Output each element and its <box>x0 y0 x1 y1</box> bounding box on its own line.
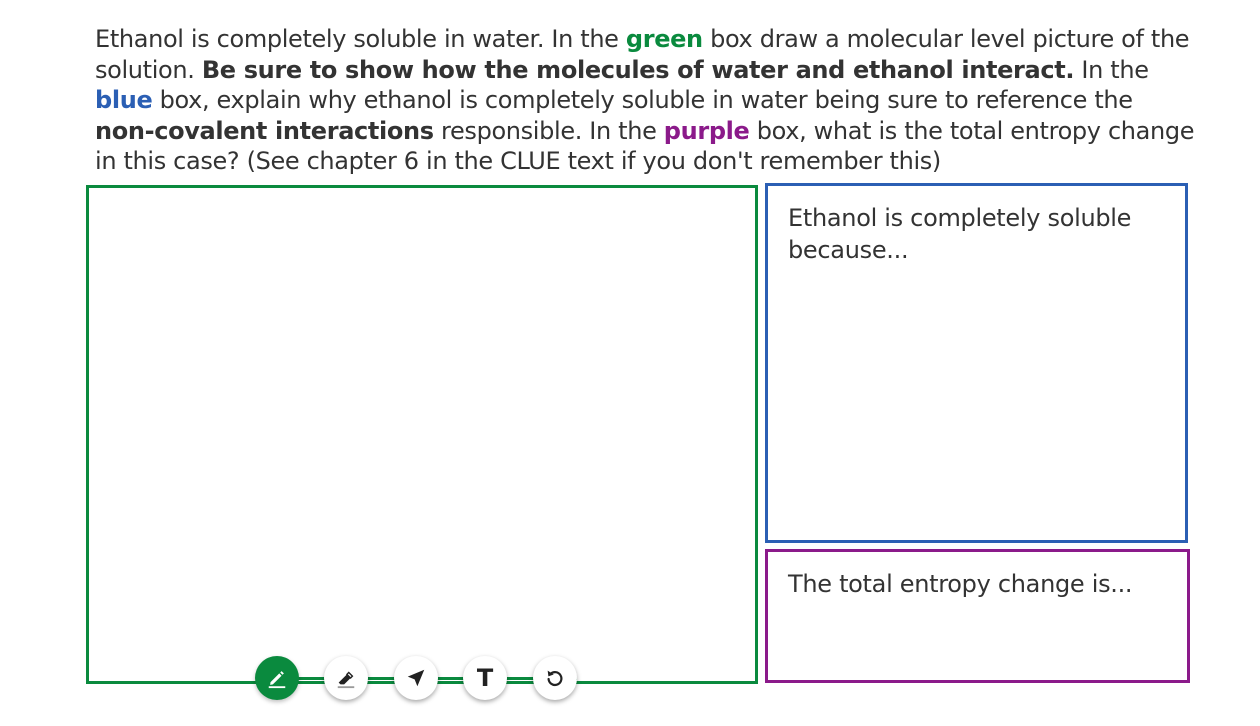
purple-keyword: purple <box>663 116 750 145</box>
instructions-part-2: box draw a molecular level picture of the solution. <box>95 25 1190 84</box>
eraser-icon <box>335 667 357 689</box>
pencil-tool-button[interactable] <box>255 656 299 700</box>
instructions-part-3: In the <box>1074 55 1149 84</box>
explanation-text: Ethanol is completely soluble because... <box>788 204 1132 264</box>
instructions-part-1: Ethanol is completely soluble in water. In the <box>95 25 626 53</box>
undo-tool-button[interactable] <box>533 656 577 700</box>
green-keyword: green <box>625 25 703 53</box>
entropy-text-box[interactable] <box>765 549 1190 683</box>
text-icon: T <box>476 664 494 692</box>
undo-icon <box>544 667 566 689</box>
instructions-bold-noncovalent: non-covalent interactions <box>95 116 434 145</box>
drawing-canvas[interactable] <box>86 185 758 684</box>
instructions-bold-interaction: Be sure to show how the molecules of water and ethanol interact. <box>201 55 1075 84</box>
select-tool-button[interactable] <box>394 656 438 700</box>
text-tool-button[interactable] <box>463 656 507 700</box>
instructions-part-4: box, explain why ethanol is completely soluble in water being sure to reference the <box>152 86 1133 114</box>
instructions-part-6: box, what is the total entropy change in this case? (See chapter 6 in the CLUE text if you don't remember this) <box>95 116 1195 175</box>
entropy-text: The total entropy change is... <box>788 570 1133 598</box>
eraser-tool-button[interactable] <box>324 656 368 700</box>
instructions-part-5: responsible. In the <box>433 116 664 145</box>
drawing-toolbar <box>253 654 583 702</box>
arrow-pointer-icon <box>405 667 427 689</box>
blue-keyword: blue <box>95 86 153 114</box>
instructions-text <box>95 24 1195 177</box>
pencil-icon <box>266 667 288 689</box>
explanation-text-box[interactable] <box>765 183 1188 543</box>
